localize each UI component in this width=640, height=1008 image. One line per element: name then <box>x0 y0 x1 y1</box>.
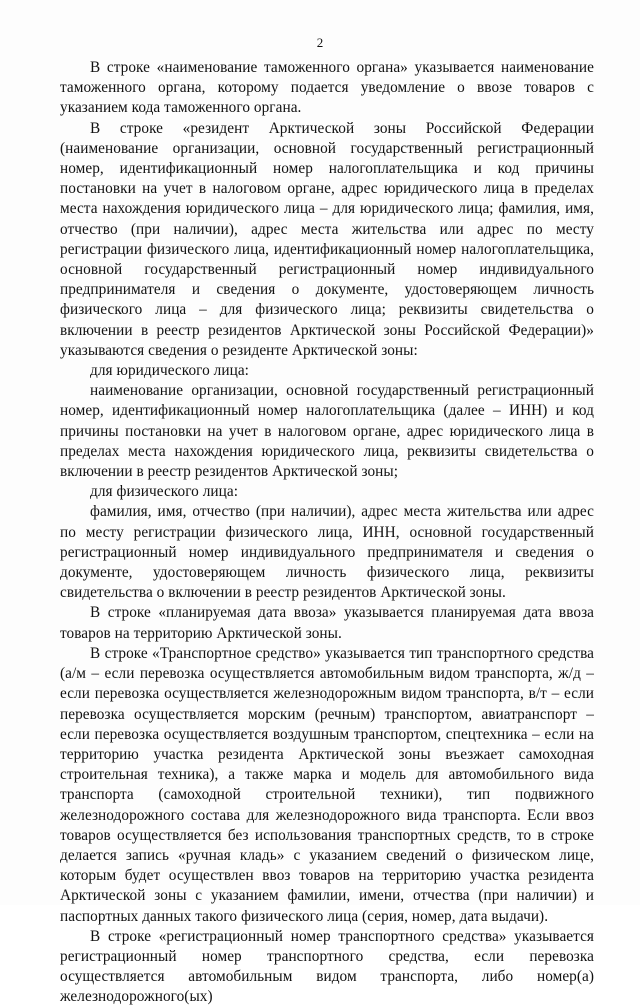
paragraph-individual-details: фамилия, имя, отчество (при наличии), адрес места жительства или адрес по месту регистрации физического лица, ИНН, основной государственный регистрационный номер индивидуального предпринимателя и сведения о документе, удостоверяющем личность физического лица, реквизиты свидетельства о включении в реестр резидентов Арктической зоны. <box>60 503 594 602</box>
paragraph-legal-entity-details: наименование организации, основной государственный регистрационный номер, идентификационный номер налогоплательщика (далее – ИНН) и код причины постановки на учет в налоговом органе, адрес юридического лица в пределах места нахождения юридического лица, реквизиты свидетельства о включении в реестр резидентов Арктической зоны; <box>60 382 594 481</box>
page-number: 2 <box>316 35 324 50</box>
paragraph-individual-heading: для физического лица: <box>90 483 239 501</box>
paragraph-legal-entity-heading: для юридического лица: <box>90 362 249 380</box>
paragraph-vehicle: В строке «Транспортное средство» указывается тип транспортного средства (а/м – если перевозка осуществляется автомобильным видом транспорта, ж/д – если перевозка осуществляется железнодорожным видом транспорта, в/т – если перевозка осуществляется морским (речным) транспортом, авиатранспорт – если перевозка осуществляется воздушным транспортом, спецтехника – если на территорию участка резидента Арктической зоны въезжает самоходная строительная техника), а также марка и модель для автомобильного вида транспорта (самоходной строительной техники), тип подвижного железнодорожного состава для железнодорожного вида транспорта. Если ввоз товаров осуществляется без использования транспортных средств, то в строке делается запись «ручная кладь» с указанием сведений о физическом лице, которым будет осуществлен ввоз товаров на территорию участка резидента Арктической зоны с указанием фамилии, имени, отчества (при наличии) и паспортных данных такого физического лица (серия, номер, дата выдачи). <box>60 644 594 925</box>
paragraph-planned-import-date: В строке «планируемая дата ввоза» указывается планируемая дата ввоза товаров на территорию Арктической зоны. <box>60 604 594 642</box>
paragraph-arctic-resident: В строке «резидент Арктической зоны Российской Федерации (наименование организации, основной государственный регистрационный номер, идентификационный номер налогоплательщика и код причины постановки на учет в налоговом органе, адрес юридического лица в пределах места нахождения юридического лица – для юридического лица; фамилия, имя, отчество (при наличии), адрес места жительства или адрес по месту регистрации физического лица, идентификационный номер налогоплательщика, основной государственный регистрационный номер индивидуального предпринимателя и сведения о документе, удостоверяющем личность физического лица – для физического лица; реквизиты свидетельства о включении в реестр резидентов Арктической зоны Российской Федерации)» указываются сведения о резиденте Арктической зоны: <box>60 119 594 359</box>
document-body <box>60 58 594 1008</box>
paragraph-customs-authority: В строке «наименование таможенного органа» указывается наименование таможенного органа, которому подается уведомление о ввозе товаров с указанием кода таможенного органа. <box>60 59 594 117</box>
paragraph-vehicle-registration: В строке «регистрационный номер транспортного средства» указывается регистрационный номер транспортного средства, если перевозка осуществляется автомобильным видом транспорта, либо номер(а) железнодорожного(ых) <box>60 927 594 1006</box>
